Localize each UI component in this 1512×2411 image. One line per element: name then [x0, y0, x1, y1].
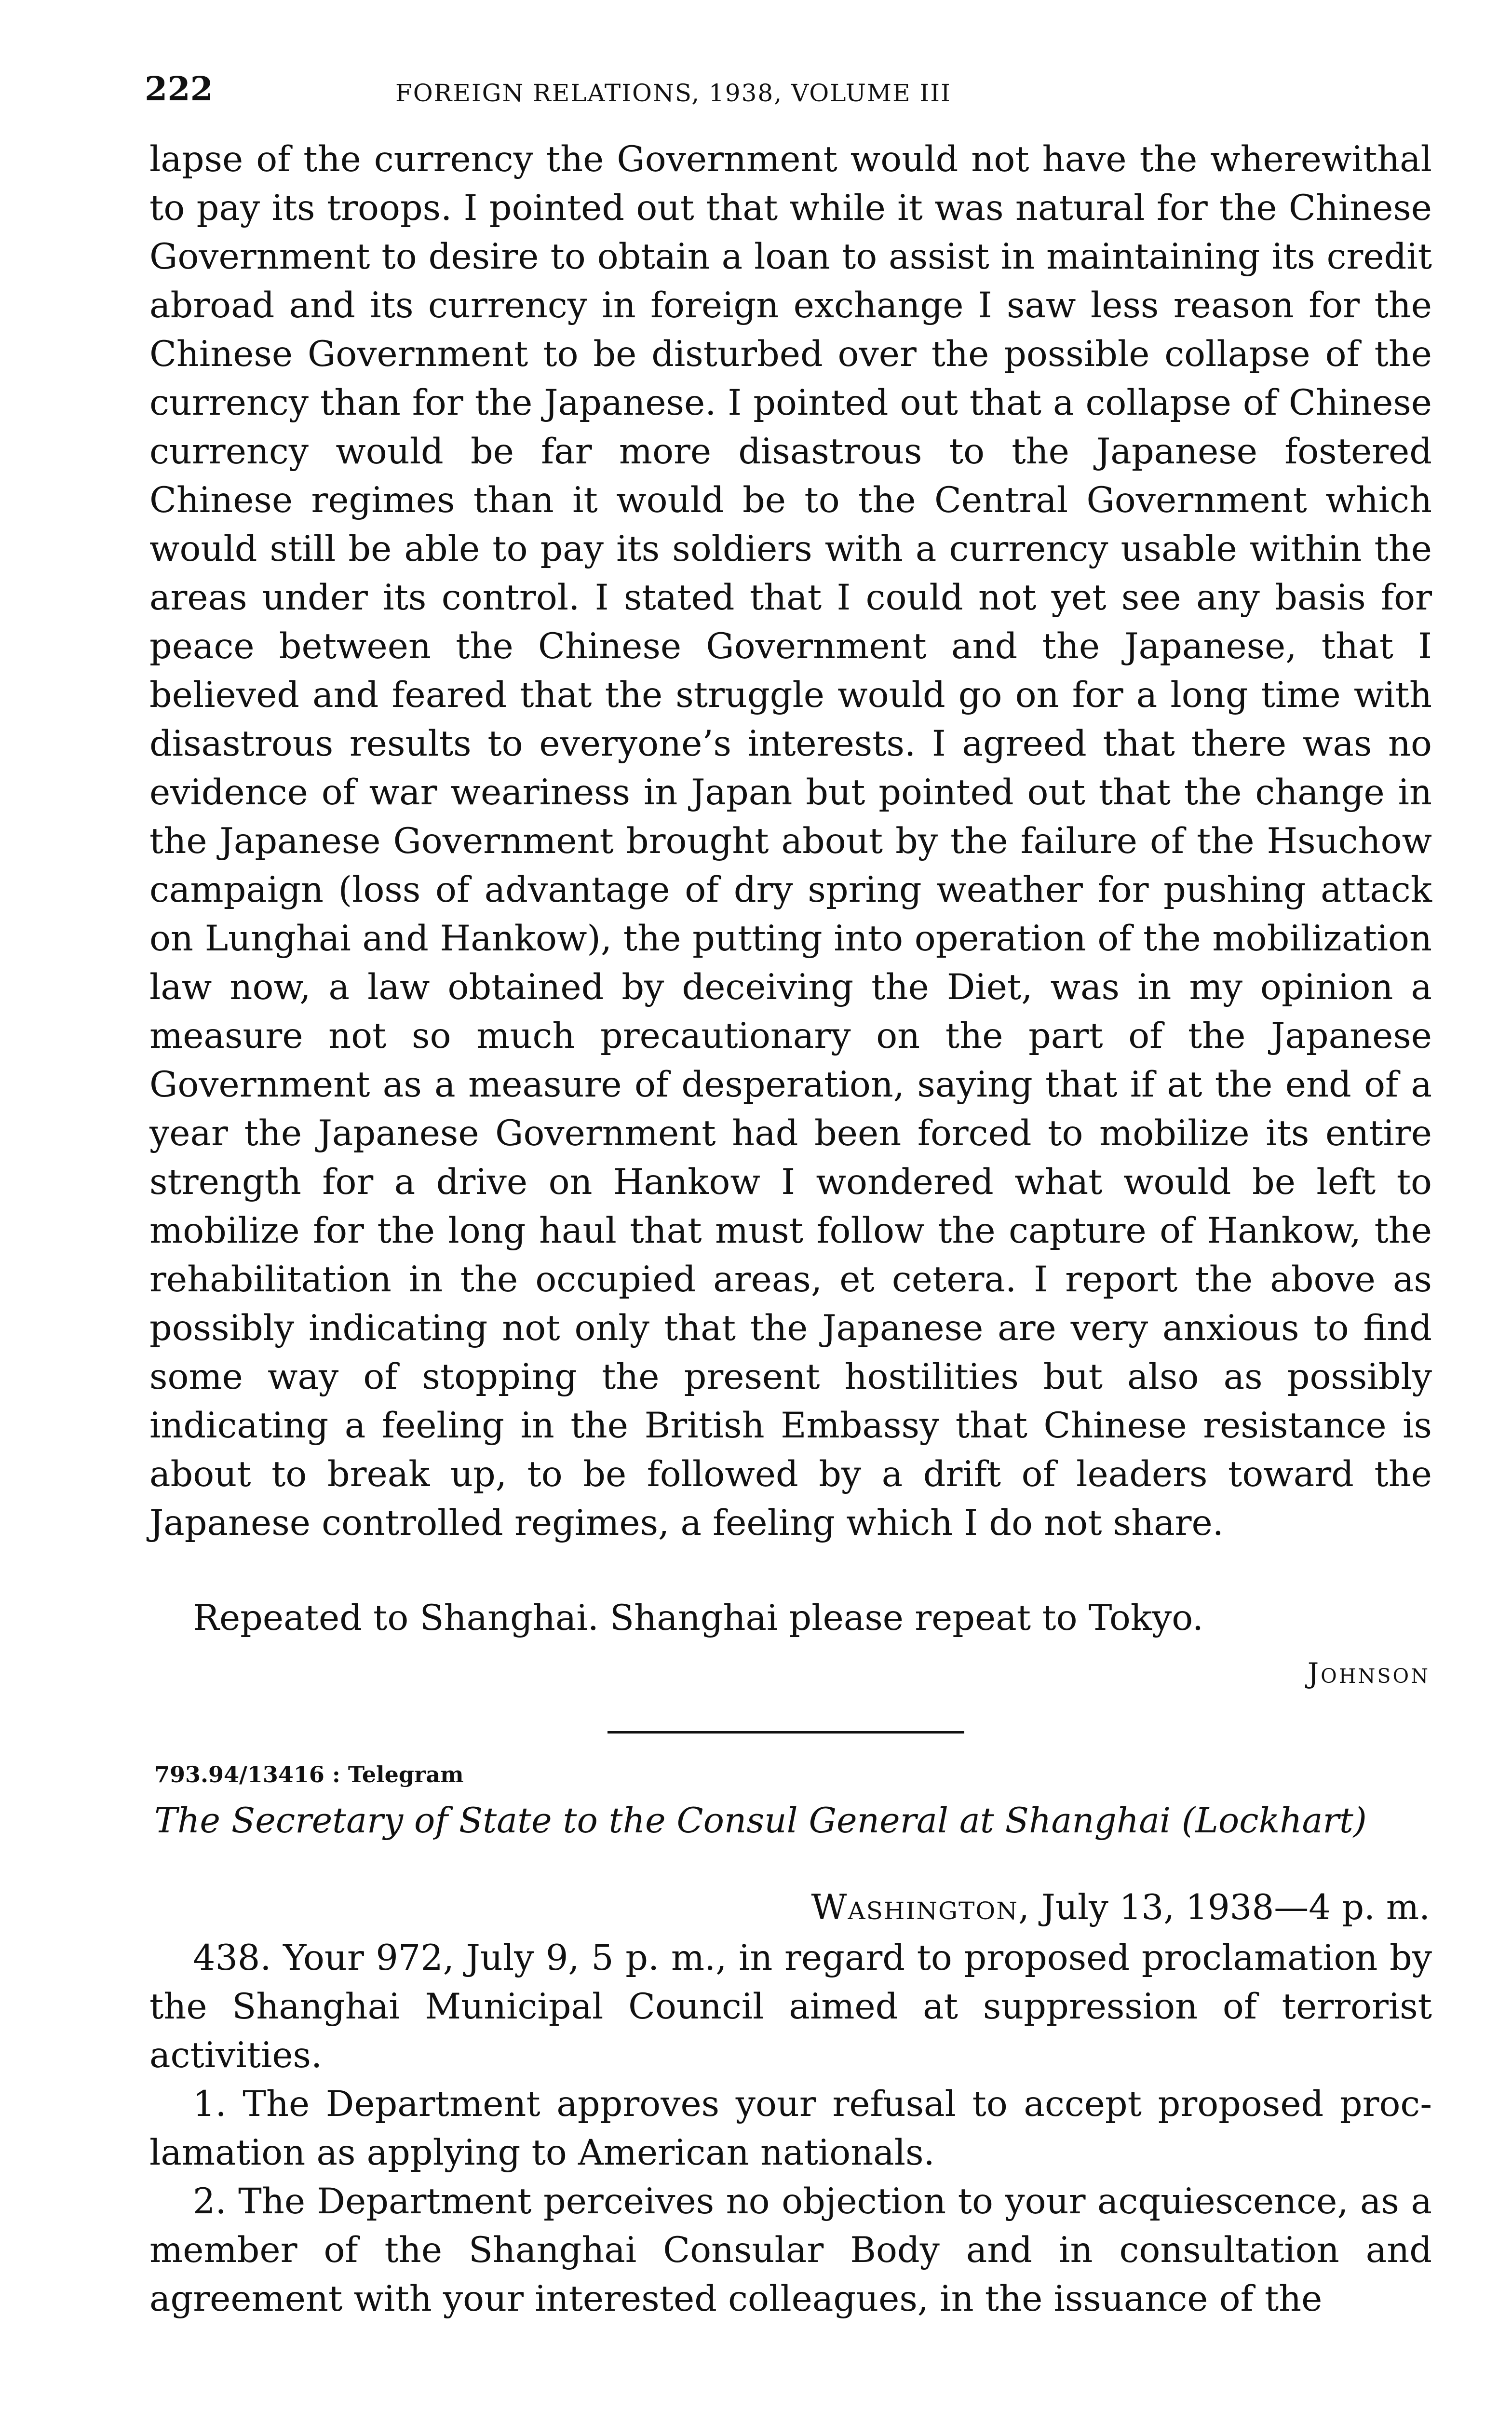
dateline-place: Washington,	[811, 1887, 1030, 1927]
telegram-body	[149, 1934, 1432, 2323]
document-title: The Secretary of State to the Consul General at Shanghai (Lockhart)	[154, 1800, 1367, 1841]
page-header	[145, 63, 1446, 116]
telegram-paragraph: 438. Your 972, July 9, 5 p. m., in regard to proposed proclamation by the Shanghai Municipal Council aimed at suppression of terrorist activities.	[149, 1937, 1432, 2076]
dateline-date: July 13, 1938—4 p. m.	[1030, 1887, 1430, 1927]
telegram-paragraph: 1. The Department approves your refusal to accept proposed proclamation as applying to American nationals.	[149, 2084, 1432, 2173]
page-number: 222	[145, 70, 213, 108]
signature: Johnson	[1307, 1657, 1430, 1690]
running-title: FOREIGN RELATIONS, 1938, VOLUME III	[395, 79, 951, 107]
dateline	[811, 1881, 1430, 1934]
repeated-line: Repeated to Shanghai. Shanghai please repeat to Tokyo.	[193, 1598, 1204, 1639]
continuation-paragraph: lapse of the currency the Government would not have the wherewithal to pay its troops. I pointed out that while it was natural for the Chinese Government to desire to obtain a loan to assist in maintaining its credit abroad and its currency in foreign exchange I saw less reason for the Chinese Government to be disturbed over the possible collapse of the currency than for the Japanese. I pointed out that a collapse of Chinese currency would be far more disastrous to the Japanese fostered Chinese regimes than it would be to the Central Government which would still be able to pay its soldiers with a currency usable within the areas under its control. I stated that I could not yet see any basis for peace between the Chinese Government and the Japanese, that I believed and feared that the struggle would go on for a long time with disastrous results to everyone’s interests. I agreed that there was no evidence of war weariness in Japan but pointed out that the change in the Japanese Government brought about by the failure of the Hsuchow campaign (loss of advantage of dry spring weather for pushing attack on Lunghai and Hankow), the putting into operation of the mobilization law now, a law obtained by deceiving the Diet, was in my opinion a measure not so much precautionary on the part of the Japanese Government as a measure of desperation, saying that if at the end of a year the Japanese Government had been forced to mobilize its entire strength for a drive on Hankow I wondered what would be left to mobilize for the long haul that must follow the capture of Hankow, the rehabilitation in the occupied areas, et cetera. I report the above as possibly indicating not only that the Japanese are very anxious to find some way of stopping the present hostilities but also as possibly indicating a feeling in the British Embassy that Chinese resistance is about to break up, to be followed by a drift of leaders toward the Japanese controlled regimes, a feeling which I do not share.	[149, 139, 1432, 1544]
section-divider	[608, 1731, 964, 1734]
telegram-paragraph: 2. The Department perceives no objection to your acquiescence, as a member of the Shanghai Consular Body and in consultation and agreement with your interested colleagues, in the issuance of the	[149, 2181, 1432, 2319]
file-reference: 793.94/13416 : Telegram	[154, 1761, 464, 1788]
